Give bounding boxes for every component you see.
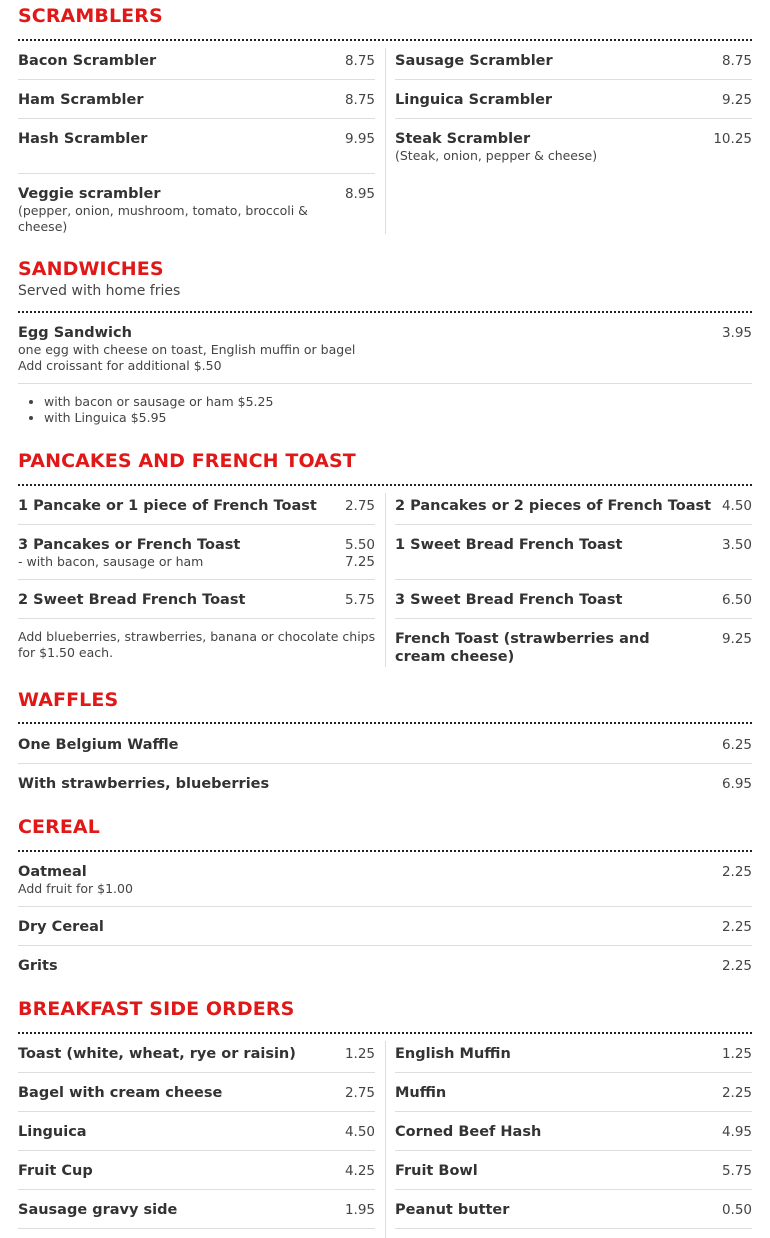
item-price: 5.50 xyxy=(344,537,375,553)
item-price: 8.75 xyxy=(721,53,752,69)
item-price: 4.50 xyxy=(721,498,752,514)
item-price: 9.25 xyxy=(721,92,752,108)
item-price: 5.75 xyxy=(344,592,375,608)
item-price: 5.75 xyxy=(721,1163,752,1179)
item-name: Steak Scrambler xyxy=(395,131,531,147)
row-separator xyxy=(395,524,752,525)
dotted-divider xyxy=(18,39,752,41)
item-description: (pepper, onion, mushroom, tomato, broccoli & cheese) xyxy=(18,203,308,234)
item-name: With strawberries, blueberries xyxy=(18,776,270,792)
item-name: Linguica xyxy=(18,1124,87,1140)
row-separator xyxy=(18,118,375,119)
item-price: 4.95 xyxy=(721,1124,752,1140)
dotted-divider xyxy=(18,850,752,852)
item-name: French Toast (strawberries and cream cheese) xyxy=(395,631,650,665)
dotted-divider xyxy=(18,1032,752,1034)
item-description: Add croissant for additional $.50 xyxy=(18,358,222,373)
item-name: English Muffin xyxy=(395,1046,511,1062)
item-name: 2 Sweet Bread French Toast xyxy=(18,592,246,608)
column-divider xyxy=(385,493,386,667)
item-price: 9.25 xyxy=(721,631,752,647)
item-price: 8.75 xyxy=(344,53,375,69)
row-separator xyxy=(18,618,375,619)
item-name: 1 Sweet Bread French Toast xyxy=(395,537,623,553)
item-price: 6.25 xyxy=(721,737,752,753)
item-price: 2.75 xyxy=(344,1085,375,1101)
section-title: PANCAKES AND FRENCH TOAST xyxy=(18,450,356,472)
section-title: BREAKFAST SIDE ORDERS xyxy=(18,998,295,1020)
row-separator xyxy=(395,79,752,80)
item-name: Veggie scrambler xyxy=(18,186,161,202)
item-name: One Belgium Waffle xyxy=(18,737,179,753)
item-name: Muffin xyxy=(395,1085,447,1101)
item-description: - with bacon, sausage or ham xyxy=(18,554,204,569)
item-price: 6.95 xyxy=(721,776,752,792)
row-separator xyxy=(18,1150,375,1151)
row-separator xyxy=(18,524,375,525)
row-separator xyxy=(18,1111,375,1112)
row-separator xyxy=(395,1189,752,1190)
item-name: Bagel with cream cheese xyxy=(18,1085,223,1101)
row-separator xyxy=(18,906,752,907)
row-separator xyxy=(18,763,752,764)
item-name: 3 Sweet Bread French Toast xyxy=(395,592,623,608)
item-price: 2.25 xyxy=(721,864,752,880)
section-title: SANDWICHES xyxy=(18,258,164,280)
item-name: Hash Scrambler xyxy=(18,131,148,147)
item-price: 2.75 xyxy=(344,498,375,514)
item-price: 2.25 xyxy=(721,958,752,974)
row-separator xyxy=(395,618,752,619)
item-name: 3 Pancakes or French Toast xyxy=(18,537,241,553)
row-separator xyxy=(395,1228,752,1229)
item-description: one egg with cheese on toast, English muffin or bagel xyxy=(18,342,356,357)
item-price: 3.95 xyxy=(721,325,752,341)
item-price: 8.75 xyxy=(344,92,375,108)
row-separator xyxy=(395,1111,752,1112)
section-title: WAFFLES xyxy=(18,689,119,711)
row-separator xyxy=(18,579,375,580)
list-item: • with bacon or sausage or ham $5.25 xyxy=(44,394,273,410)
add-on-note: Add blueberries, strawberries, banana or chocolate chips for $1.50 each. xyxy=(18,629,376,660)
item-name: Toast (white, wheat, rye or raisin) xyxy=(18,1046,296,1062)
section-title: CEREAL xyxy=(18,816,100,838)
item-price: 2.25 xyxy=(721,919,752,935)
item-name: Oatmeal xyxy=(18,864,87,880)
item-name: Linguica Scrambler xyxy=(395,92,553,108)
row-separator xyxy=(18,945,752,946)
item-name: Egg Sandwich xyxy=(18,325,132,341)
section-title: SCRAMBLERS xyxy=(18,5,163,27)
row-separator xyxy=(395,1150,752,1151)
column-divider xyxy=(385,48,386,234)
item-price: 8.95 xyxy=(344,186,375,202)
row-separator xyxy=(18,1189,375,1190)
dotted-divider xyxy=(18,311,752,313)
row-separator xyxy=(18,1228,375,1229)
item-name: Sausage gravy side xyxy=(18,1202,178,1218)
row-separator xyxy=(395,579,752,580)
row-separator xyxy=(395,118,752,119)
dotted-divider xyxy=(18,484,752,486)
addon-list xyxy=(18,394,273,426)
item-name: 2 Pancakes or 2 pieces of French Toast xyxy=(395,498,712,514)
item-description: (Steak, onion, pepper & cheese) xyxy=(395,148,598,163)
item-name: Bacon Scrambler xyxy=(18,53,157,69)
section-subtitle: Served with home fries xyxy=(18,283,181,299)
item-price: 1.95 xyxy=(344,1202,375,1218)
row-separator xyxy=(18,1072,375,1073)
item-price: 2.25 xyxy=(721,1085,752,1101)
item-price: 10.25 xyxy=(713,131,752,147)
item-description: Add fruit for $1.00 xyxy=(18,881,133,896)
column-divider xyxy=(385,1041,386,1238)
item-price: 4.50 xyxy=(344,1124,375,1140)
item-price: 0.50 xyxy=(721,1202,752,1218)
item-price: 1.25 xyxy=(721,1046,752,1062)
item-name: 1 Pancake or 1 piece of French Toast xyxy=(18,498,317,514)
item-price: 6.50 xyxy=(721,592,752,608)
item-name: Grits xyxy=(18,958,58,974)
item-name: Sausage Scrambler xyxy=(395,53,553,69)
item-name: Corned Beef Hash xyxy=(395,1124,542,1140)
item-price: 9.95 xyxy=(344,131,375,147)
item-name: Fruit Cup xyxy=(18,1163,93,1179)
item-name: Dry Cereal xyxy=(18,919,104,935)
list-item: • with Linguica $5.95 xyxy=(44,410,273,426)
row-separator xyxy=(18,173,375,174)
row-separator xyxy=(18,79,375,80)
item-price: 7.25 xyxy=(344,554,375,570)
row-separator xyxy=(395,1072,752,1073)
item-name: Peanut butter xyxy=(395,1202,510,1218)
item-price: 4.25 xyxy=(344,1163,375,1179)
item-price: 1.25 xyxy=(344,1046,375,1062)
row-separator xyxy=(18,383,752,384)
dotted-divider xyxy=(18,722,752,724)
item-name: Fruit Bowl xyxy=(395,1163,478,1179)
item-name: Ham Scrambler xyxy=(18,92,144,108)
item-price: 3.50 xyxy=(721,537,752,553)
